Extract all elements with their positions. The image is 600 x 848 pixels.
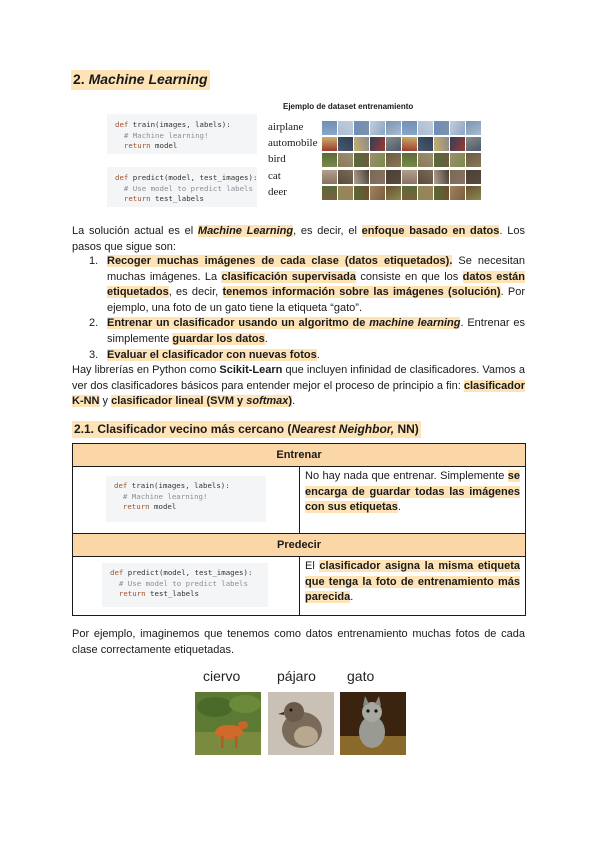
dataset-thumbnail (386, 137, 401, 151)
code-predict-snippet: def predict(model, test_images): # Use model to predict labels return test_labels (102, 563, 268, 607)
subsection-heading: 2.1. Clasificador vecino más cercano (Nearest Neighbor, NN) (72, 421, 421, 438)
dataset-thumbnail (370, 121, 385, 135)
steps-list (72, 254, 525, 363)
libraries-paragraph: Hay librerías en Python como Scikit-Learn que incluyen infinidad de clasificadores. Vamos a ver dos clasificadores básicos para entender mejor el proceso de principio a fin: clasificador K-NN y clasificador lineal (SVM y softmax). (72, 364, 525, 408)
list-item: 1. Recoger muchas imágenes de cada clase (datos etiquetados). Se necesitan muchas imágenes. La clasificación supervisada consiste en que los datos están etiquetados, es decir, tenemos información sobre las imágenes (solución). Por ejemplo, una foto de un gato tiene la etiqueta “gato”. (89, 255, 526, 314)
dataset-thumbnail (466, 186, 481, 200)
nn-table (72, 443, 526, 616)
dataset-thumbnail (434, 153, 449, 167)
dataset-class-label: cat (268, 170, 281, 182)
dataset-thumbnail (386, 121, 401, 135)
deer-photo (195, 692, 261, 755)
dataset-thumbnail (402, 186, 417, 200)
dataset-thumbnail (402, 153, 417, 167)
dataset-thumbnail (466, 121, 481, 135)
dataset-thumbnail (418, 153, 433, 167)
dataset-thumbnail (354, 153, 369, 167)
dataset-class-label: deer (268, 186, 287, 198)
dataset-thumbnail (466, 170, 481, 184)
image-label-ciervo: ciervo (203, 668, 241, 684)
dataset-thumbnail (322, 121, 337, 135)
dataset-thumbnail (322, 137, 337, 151)
dataset-thumbnail (450, 170, 465, 184)
dataset-thumbnail (354, 121, 369, 135)
dataset-thumbnail (322, 170, 337, 184)
dataset-thumbnail (450, 121, 465, 135)
code-train-snippet: def train(images, labels): # Machine learning! return model (106, 476, 266, 522)
dataset-thumbnail (450, 186, 465, 200)
dataset-thumbnail (450, 153, 465, 167)
dataset-thumbnail (418, 186, 433, 200)
table-row (73, 557, 525, 615)
dataset-thumbnail (450, 137, 465, 151)
dataset-thumbnail (434, 186, 449, 200)
dataset-thumbnail (402, 170, 417, 184)
dataset-thumbnail (370, 137, 385, 151)
image-label-pajaro: pájaro (277, 668, 316, 684)
dataset-thumbnail (370, 153, 385, 167)
example-paragraph: Por ejemplo, imaginemos que tenemos como datos entrenamiento muchas fotos de cada clase correctamente etiquetadas. (72, 628, 525, 656)
thumbnail-row (322, 137, 481, 151)
bird-photo (268, 692, 334, 755)
dataset-thumbnail (354, 170, 369, 184)
dataset-thumbnail (338, 121, 353, 135)
dataset-thumbnail (322, 186, 337, 200)
dataset-thumbnail (386, 153, 401, 167)
list-item: 3. Evaluar el clasificador con nuevas fotos. (89, 348, 320, 361)
thumbnail-row (322, 121, 481, 135)
dataset-class-label: bird (268, 153, 286, 165)
dataset-thumbnail (338, 153, 353, 167)
dataset-figure-title: Ejemplo de dataset entrenamiento (283, 102, 414, 111)
dataset-thumbnail (370, 170, 385, 184)
dataset-class-label: automobile (268, 137, 318, 149)
dataset-thumbnail (354, 137, 369, 151)
dataset-thumbnail (466, 137, 481, 151)
section-heading: 2. Machine Learning (71, 70, 210, 90)
cat-photo (340, 692, 406, 755)
table-header-train: Entrenar (73, 444, 525, 467)
dataset-thumbnail (418, 121, 433, 135)
code-train-snippet: def train(images, labels): # Machine learning! return model (107, 114, 257, 154)
train-description: No hay nada que entrenar. Simplemente se encarga de guardar todas las imágenes con sus etiquetas. (305, 470, 520, 514)
dataset-thumbnail (338, 137, 353, 151)
dataset-thumbnail (466, 153, 481, 167)
dataset-thumbnail (434, 137, 449, 151)
dataset-class-label: airplane (268, 121, 304, 133)
thumbnail-row (322, 170, 481, 184)
code-predict-snippet: def predict(model, test_images): # Use model to predict labels return test_labels (107, 167, 257, 207)
dataset-thumbnail (322, 153, 337, 167)
dataset-thumbnail (402, 121, 417, 135)
thumbnail-row (322, 153, 481, 167)
thumbnail-row (322, 186, 481, 200)
predict-description: El clasificador asigna la misma etiqueta que tenga la foto de entrenamiento más parecida. (305, 560, 520, 604)
dataset-thumbnail (370, 186, 385, 200)
dataset-thumbnail (386, 170, 401, 184)
image-label-gato: gato (347, 668, 375, 684)
dataset-thumbnail (354, 186, 369, 200)
dataset-thumbnail (434, 170, 449, 184)
dataset-thumbnail (418, 137, 433, 151)
dataset-thumbnail (434, 121, 449, 135)
list-item: 2. Entrenar un clasificador usando un algoritmo de machine learning. Entrenar es simplemente guardar los datos. (89, 317, 525, 346)
dataset-thumbnail (418, 170, 433, 184)
table-header-predict: Predecir (73, 534, 525, 557)
intro-paragraph: La solución actual es el Machine Learning, es decir, el enfoque basado en datos. Los pasos que sigue son: (72, 225, 525, 253)
dataset-thumbnail (402, 137, 417, 151)
dataset-thumbnail (386, 186, 401, 200)
dataset-thumbnail (338, 186, 353, 200)
dataset-thumbnail (338, 170, 353, 184)
table-row (73, 467, 525, 534)
